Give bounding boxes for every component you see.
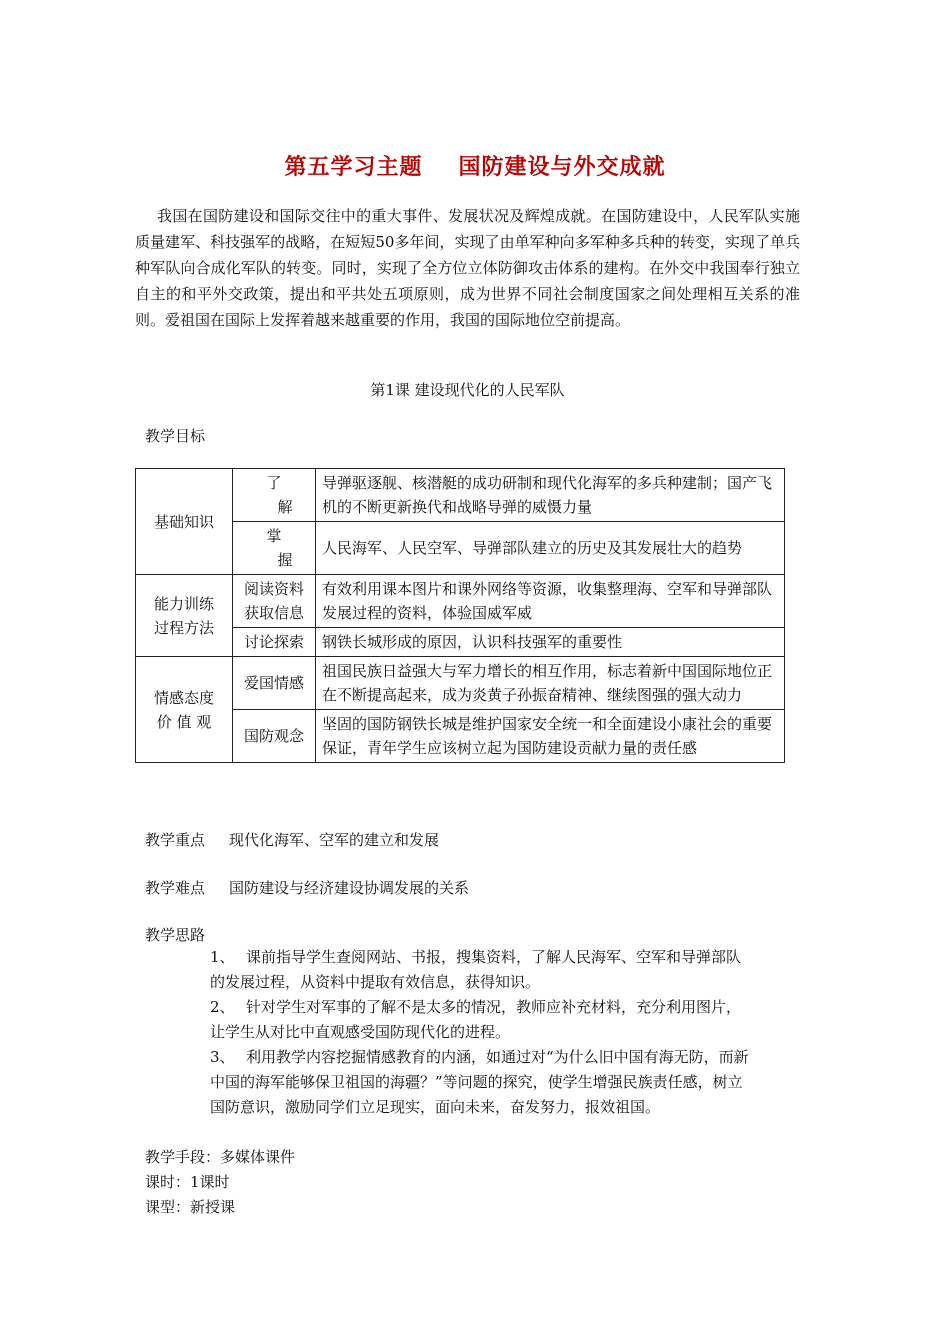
category-label: 价 值 观 (156, 712, 212, 731)
table-row (136, 657, 785, 710)
approach-label: 教学思路 (145, 926, 206, 944)
step-text: 课前指导学生查阅网站、书报，搜集资料，了解人民海军、空军和导弹部队的发展过程，从资料中提取有效信息，获得知识。 (210, 948, 742, 991)
sub-label: 掌 (266, 527, 282, 545)
subcategory-cell (233, 575, 316, 628)
description-cell: 导弹驱逐舰、核潜艇的成功研制和现代化海军的多兵种建制；国产飞机的不断更新换代和战略导弹的威慑力量 (316, 469, 785, 522)
key-point (145, 829, 439, 850)
step-text: 利用教学内容挖掘情感教育的内涵，如通过对“为什么旧中国有海无防，而新中国的海军能够保卫祖国的海疆？”等问题的探究，使学生增强民族责任感，树立国防意识，激励同学们立足现实，面向未来，奋发努力，报效祖国。 (210, 1048, 749, 1116)
goals-label: 教学目标 (145, 427, 206, 445)
description-cell: 坚固的国防钢铁长城是维护国家安全统一和全面建设小康社会的重要保证，青年学生应该树立起为国防建设贡献力量的责任感 (316, 710, 785, 763)
step-text: 针对学生对军事的了解不是太多的情况，教师应补充材料，充分利用图片，让学生从对比中直观感受国防现代化的进程。 (210, 998, 742, 1041)
list-item (210, 945, 750, 995)
description-cell: 祖国民族日益强大与军力增长的相互作用，标志着新中国国际地位正在不断提高起来，成为炎黄子孙振奋精神、继续图强的强大动力 (316, 657, 785, 710)
difficulty-label: 教学难点 (145, 879, 206, 897)
list-item (210, 1045, 750, 1120)
subcategory-cell: 国防观念 (233, 710, 316, 763)
subcategory-cell: 讨论探索 (233, 628, 316, 657)
approach-steps (210, 945, 750, 1120)
table-row (136, 575, 785, 628)
class-hours: 课时：1课时 (145, 1173, 230, 1191)
intro-paragraph: 我国在国防建设和国际交往中的重大事件、发展状况及辉煌成就。在国防建设中，人民军队实施质量建军、科技强军的战略，在短短50多年间，实现了由单军种向多军种多兵种的转变，实现了单兵种军队向合成化军队的转变。同时，实现了全方位立体防御攻击体系的建构。在外交中我国奉行独立自主的和平外交政策，提出和平共处五项原则，成为世界不同社会制度国家之间处理相互关系的准则。爱祖国在国际上发挥着越来越重要的作用，我国的国际地位空前提高。 (135, 207, 800, 329)
sub-label: 获取信息 (243, 604, 304, 622)
table-row (136, 522, 785, 575)
description-cell: 钢铁长城形成的原因，认识科技强军的重要性 (316, 628, 785, 657)
category-label: 情感态度 (153, 688, 214, 707)
category-label: 过程方法 (153, 618, 214, 637)
teaching-goals-table (135, 468, 785, 763)
lesson-type: 课型：新授课 (145, 1198, 236, 1216)
step-number: 1、 (210, 948, 235, 966)
subcategory-cell (233, 469, 316, 522)
sub-label: 握 (277, 551, 293, 569)
difficulty (145, 877, 469, 898)
key-point-label: 教学重点 (145, 831, 206, 849)
difficulty-value: 国防建设与经济建设协调发展的关系 (229, 879, 470, 897)
step-number: 3、 (210, 1048, 235, 1066)
page-title (0, 150, 950, 181)
title-topic: 国防建设与外交成就 (458, 155, 666, 180)
title-theme: 第五学习主题 (284, 155, 423, 180)
description-cell: 有效利用课本图片和课外网络等资源，收集整理海、空军和导弹部队发展过程的资料，体验国威军威 (316, 575, 785, 628)
table-row (136, 469, 785, 522)
table-row (136, 628, 785, 657)
lesson-title: 第1课 建设现代化的人民军队 (370, 381, 565, 399)
list-item (210, 995, 750, 1045)
category-cell: 基础知识 (136, 469, 233, 575)
sub-label: 阅读资料 (243, 580, 304, 598)
table-row (136, 710, 785, 763)
step-number: 2、 (210, 998, 235, 1016)
category-cell (136, 575, 233, 657)
subcategory-cell (233, 522, 316, 575)
description-cell: 人民海军、人民空军、导弹部队建立的历史及其发展壮大的趋势 (316, 522, 785, 575)
category-cell (136, 657, 233, 763)
sub-label: 了 (266, 474, 282, 492)
subcategory-cell: 爱国情感 (233, 657, 316, 710)
teaching-means: 教学手段：多媒体课件 (145, 1148, 296, 1166)
category-label: 能力训练 (153, 594, 214, 613)
key-point-value: 现代化海军、空军的建立和发展 (229, 831, 440, 849)
sub-label: 解 (277, 498, 293, 516)
